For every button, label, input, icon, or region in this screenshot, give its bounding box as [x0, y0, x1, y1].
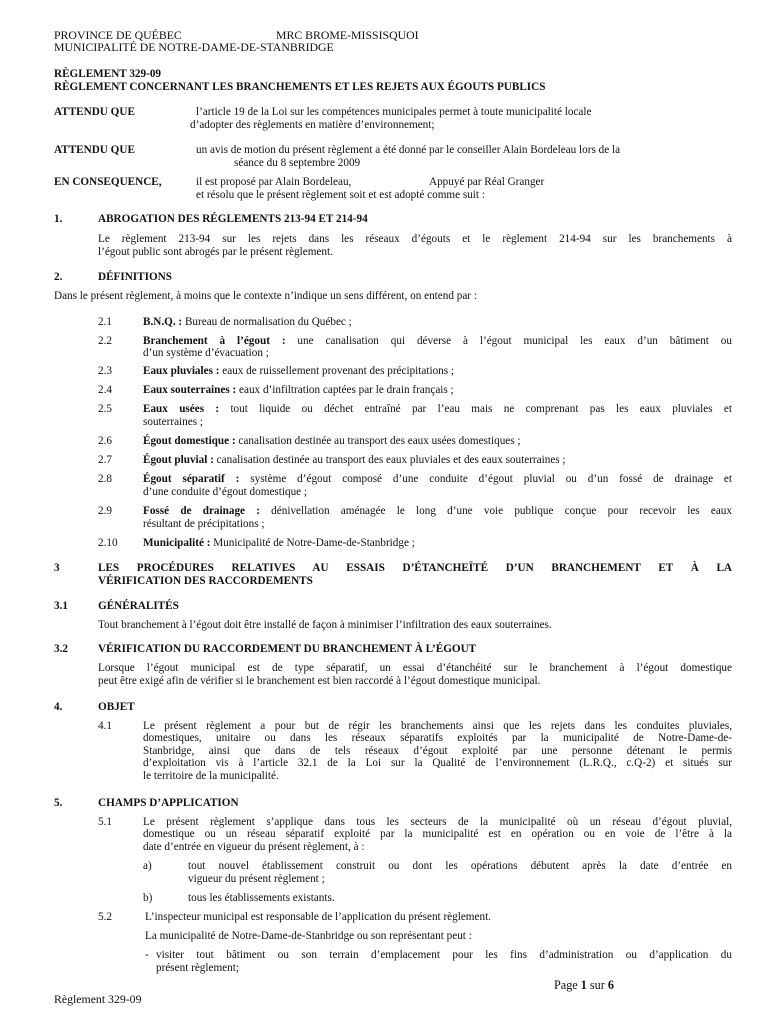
reglement-number: RÈGLEMENT 329-09 [54, 68, 162, 80]
section-title: LES PROCÉDURES RELATIVES AU ESSAIS D’ÉTANCHEÏTÉ D’UN BRANCHEMENT ET À LA [98, 562, 732, 574]
attendu-text: l’article 19 de la Loi sur les compétences municipales permet à toute municipalité locale [196, 106, 592, 118]
definition-item [143, 384, 454, 397]
bullet-marker: - [145, 949, 149, 961]
section-title: VÉRIFICATION DES RACCORDEMENTS [98, 575, 313, 587]
section-text: le territoire de la municipalité. [143, 770, 279, 782]
definition-number: 2.6 [98, 435, 112, 447]
section-title: ABROGATION DES RÉGLEMENTS 213-94 ET 214-94 [98, 213, 368, 225]
footer-text: Règlement 329-09 [54, 992, 142, 1006]
section-number: 3.1 [54, 600, 68, 612]
section-number: 1. [54, 213, 63, 225]
section-title: CHAMPS D’APPLICATION [98, 797, 239, 809]
definition-text: Bureau de normalisation du Québec ; [182, 316, 352, 328]
attendu-label: ATTENDU QUE [54, 106, 135, 118]
list-item-text: tous les établissements existants. [188, 892, 335, 904]
definition-term: Fossé de drainage : [143, 505, 260, 517]
list-item-text: vigueur du présent règlement ; [188, 873, 325, 885]
section-text: Le présent règlement a pour but de régir les branchements ainsi que les rejets dans les conduites pluviales, [143, 720, 732, 732]
definition-number: 2.7 [98, 454, 112, 466]
section-text: Stanbridge, ainsi que dans de tels réseaux d’égout exploité par une personne détenant le permis [143, 745, 732, 757]
definition-term: Égout pluvial : [143, 454, 214, 466]
definition-term: Municipalité : [143, 537, 211, 549]
section-title: GÉNÉRALITÉS [98, 600, 179, 612]
section-text: L’inspecteur municipal est responsable de l’application du présent règlement. [145, 911, 491, 923]
definitions-intro: Dans le présent règlement, à moins que le contexte n’indique un sens différent, on entend par : [54, 290, 477, 302]
page-number: Page 1 sur 6 [554, 978, 614, 992]
definition-item [143, 473, 732, 486]
section-text: Le présent règlement s’applique dans tous les secteurs de la municipalité où un réseau d’égout pluvial, [143, 816, 732, 828]
section-number: 4. [54, 701, 63, 713]
definition-number: 2.10 [98, 537, 118, 549]
definition-item [143, 316, 352, 329]
section-number: 3.2 [54, 643, 68, 655]
definition-text: d’une conduite d’égout domestique ; [143, 486, 308, 498]
definition-text: eaux de ruissellement provenant des précipitations ; [219, 365, 455, 377]
attendu-label: ATTENDU QUE [54, 144, 135, 156]
subsection-number: 4.1 [98, 720, 112, 732]
consequence-text: il est proposé par Alain Bordeleau, [196, 176, 352, 188]
list-label: a) [143, 860, 152, 872]
definition-item [143, 505, 732, 518]
bullet-text: visiter tout bâtiment ou son terrain d’emplacement pour les fins d’administration ou d’application du [156, 949, 732, 961]
definition-text: système d’égout composé d’une conduite d’égout pluvial ou d’un fossé de drainage et [239, 473, 732, 485]
definition-item [143, 435, 521, 448]
section-text: peut être exigé afin de vérifier si le branchement est bien raccordé à l’égout domestique municipal. [98, 675, 541, 687]
definition-text: une canalisation qui déverse à l’égout municipal les eaux d’un bâtiment ou [285, 335, 732, 347]
section-text: Lorsque l’égout municipal est de type séparatif, un essai d’étanchéité sur le branchement à l’égout domestique [98, 662, 732, 674]
section-number: 3 [54, 562, 60, 574]
mrc-label: MRC BROME-MISSISQUOI [276, 28, 419, 42]
section-text: d’exploitation vis à l’article 32.1 de la Loi sur la Qualité de l’environnement (L.R.Q., c.Q-2) et situés sur [143, 757, 732, 769]
subsection-number: 5.1 [98, 816, 112, 828]
definition-item [143, 454, 566, 467]
section-text: domestiques, unitaire ou dans les réseaux séparatifs exploités par la municipalité de Notre-Dame-de- [143, 732, 732, 744]
bullet-text: présent règlement; [156, 962, 239, 974]
section-text: Le règlement 213-94 sur les rejets dans les réseaux d’égouts et le règlement 214-94 sur les branchements à [98, 233, 732, 245]
definition-text: eaux d’infiltration captées par le drain français ; [236, 384, 454, 396]
definition-text: canalisation destinée au transport des eaux usées domestiques ; [235, 435, 521, 447]
list-label: b) [143, 892, 153, 904]
municipality-label: MUNICIPALITÉ DE NOTRE-DAME-DE-STANBRIDGE [54, 40, 334, 54]
definition-text: d’un système d’évacuation ; [143, 347, 269, 359]
definition-number: 2.4 [98, 384, 112, 396]
definition-term: Eaux usées : [143, 403, 220, 415]
definition-text: dénivellation aménagée le long d’une voie publique conçue pour recevoir les eaux [259, 505, 732, 517]
definition-text: tout liquide ou déchet entraîné par l’eau mais ne comprenant pas les eaux pluviales et [219, 403, 732, 415]
province-label: PROVINCE DE QUÉBEC [54, 28, 182, 42]
definition-number: 2.2 [98, 335, 112, 347]
list-item-text: tout nouvel établissement construit ou dont les opérations débutent après la date d’entrée en [188, 860, 732, 872]
definition-number: 2.3 [98, 365, 112, 377]
total-pages: 6 [607, 978, 614, 992]
consequence-text: et résolu que le présent règlement soit et est adopté comme suit : [196, 189, 485, 201]
definition-term: Égout séparatif : [143, 473, 240, 485]
definition-term: Égout domestique : [143, 435, 236, 447]
section-text: domestique ou un réseau séparatif exploité par la municipalité est en opération ou en voie de l’être à la [143, 828, 732, 840]
reglement-title: RÈGLEMENT CONCERNANT LES BRANCHEMENTS ET LES REJETS AUX ÉGOUTS PUBLICS [54, 81, 546, 93]
section-text: l’égout public sont abrogés par le présent règlement. [98, 246, 333, 258]
definition-text: résultant de précipitations ; [143, 518, 265, 530]
attendu-text: d’adopter des règlements en matière d’environnement; [190, 119, 435, 131]
attendu-text: un avis de motion du présent règlement a été donné par le conseiller Alain Bordeleau lors de la [196, 144, 621, 156]
definition-term: Eaux souterraines : [143, 384, 237, 396]
definition-number: 2.1 [98, 316, 112, 328]
definition-number: 2.8 [98, 473, 112, 485]
definition-text: canalisation destinée au transport des eaux pluviales et des eaux souterraines ; [213, 454, 566, 466]
definition-item [143, 403, 732, 416]
section-title: OBJET [98, 701, 135, 713]
definition-item [143, 365, 454, 378]
section-text: date d’entrée en vigueur du présent règlement, à : [143, 841, 365, 853]
current-page: 1 [580, 978, 587, 992]
subsection-number: 5.2 [98, 911, 112, 923]
consequence-label: EN CONSEQUENCE, [54, 176, 162, 188]
section-title: VÉRIFICATION DU RACCORDEMENT DU BRANCHEMENT À L’ÉGOUT [98, 643, 477, 655]
definition-text: Municipalité de Notre-Dame-de-Stanbridge ; [210, 537, 415, 549]
section-number: 5. [54, 797, 63, 809]
definition-item [143, 537, 415, 550]
section-number: 2. [54, 271, 63, 283]
definition-text: souterraines ; [143, 416, 203, 428]
definition-term: Eaux pluviales : [143, 365, 220, 377]
definition-number: 2.5 [98, 403, 112, 415]
definition-number: 2.9 [98, 505, 112, 517]
attendu-text: séance du 8 septembre 2009 [234, 157, 361, 169]
section-text: Tout branchement à l’égout doit être installé de façon à minimiser l’infiltration des eaux souterraines. [98, 619, 552, 631]
definition-term: Branchement à l’égout : [143, 335, 286, 347]
consequence-text: Appuyé par Réal Granger [429, 176, 545, 188]
section-text: La municipalité de Notre-Dame-de-Stanbridge ou son représentant peut : [145, 930, 472, 942]
definition-term: B.N.Q. : [143, 316, 183, 328]
section-title: DÉFINITIONS [98, 271, 172, 283]
